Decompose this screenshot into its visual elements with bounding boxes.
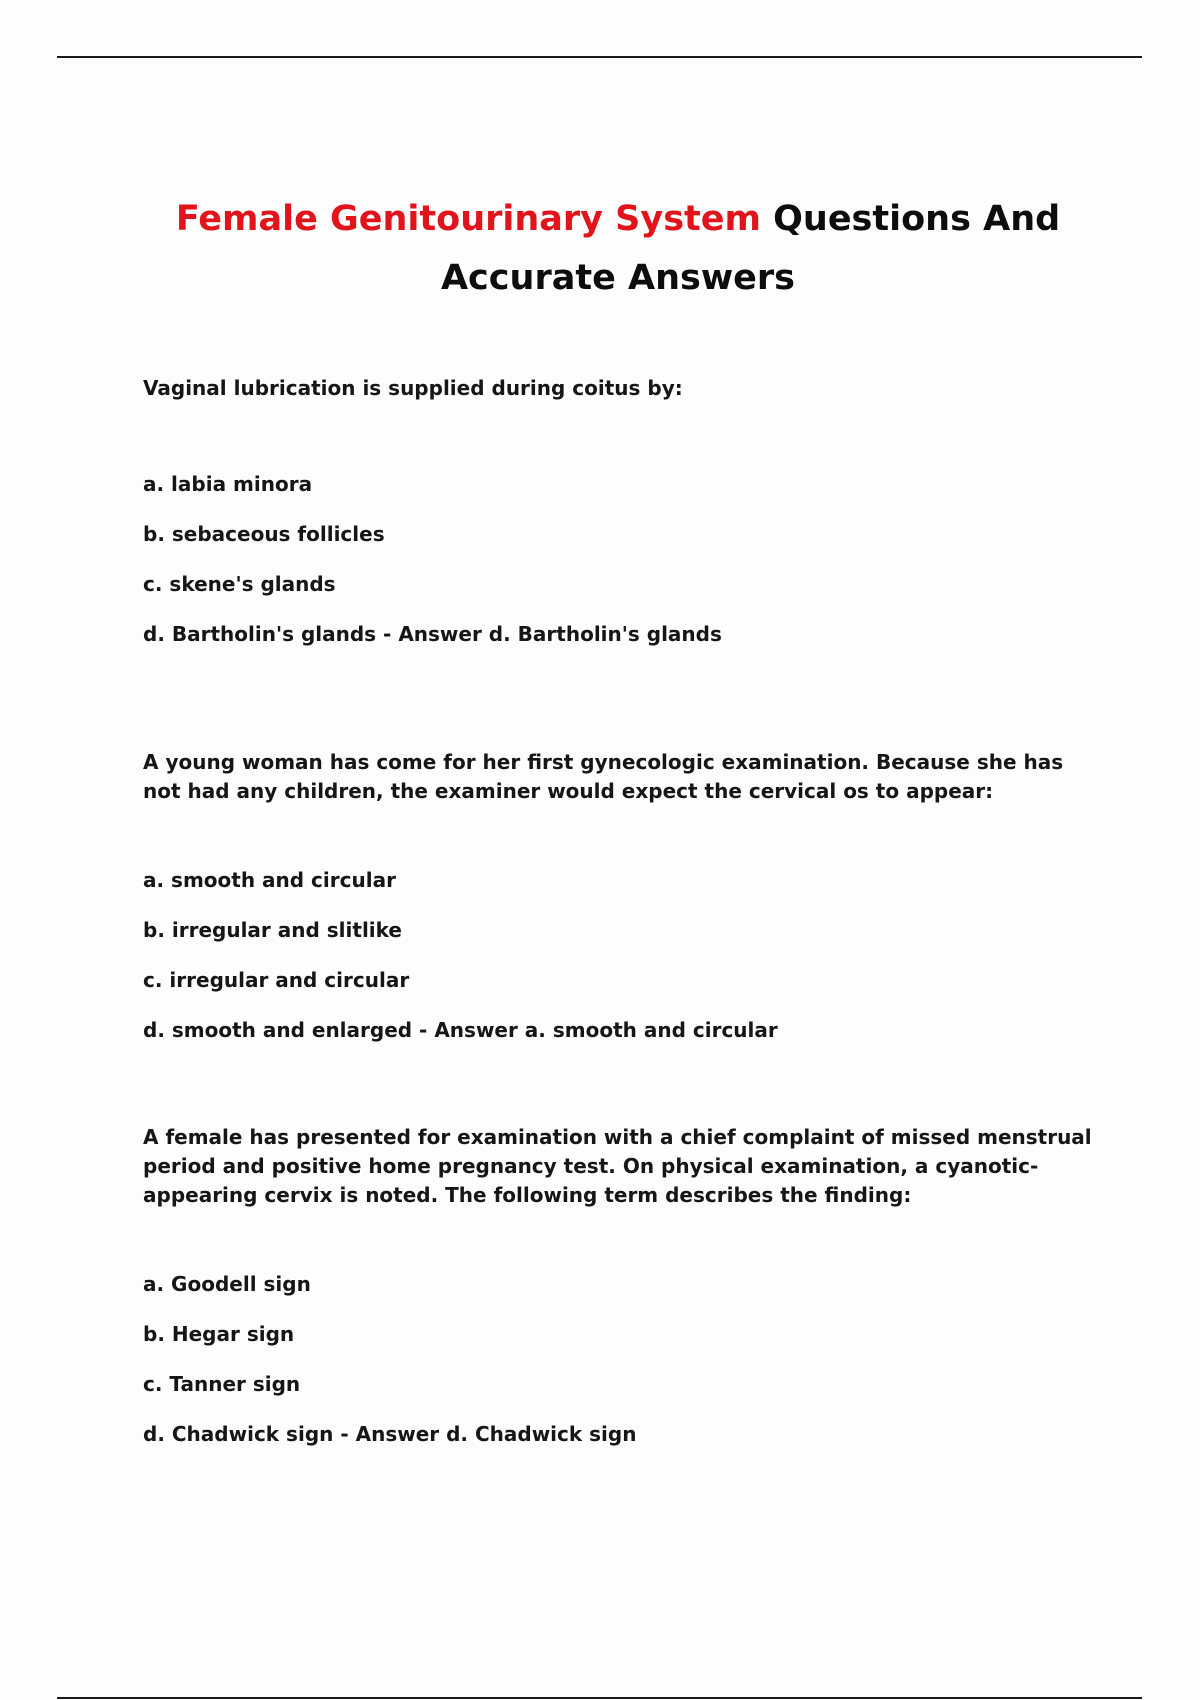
option-item: c. skene's glands <box>143 572 336 596</box>
top-rule <box>57 56 1142 58</box>
bottom-rule <box>57 1697 1142 1699</box>
question-text: A young woman has come for her first gynecologic examination. Because she has not had any children, the examiner would expect the cervical os to appear: <box>143 750 1064 803</box>
question-text: A female has presented for examination with a chief complaint of missed menstrual period and positive home pregnancy test. On physical examination, a cyanotic-appearing cervix is noted. The following term describes the finding: <box>143 1125 1092 1207</box>
question-text: Vaginal lubrication is supplied during coitus by: <box>143 376 683 400</box>
title-rest: Questions And Accurate Answers <box>440 199 1061 298</box>
option-item: c. Tanner sign <box>143 1372 301 1396</box>
document-body <box>143 374 1093 1449</box>
option-item: a. smooth and circular <box>143 868 396 892</box>
option-item: d. smooth and enlarged - Answer a. smooth and circular <box>143 1018 778 1042</box>
option-item: b. irregular and slitlike <box>143 918 402 942</box>
option-list <box>143 470 1093 649</box>
question-block <box>143 1123 1093 1449</box>
question-block <box>143 748 1093 1123</box>
option-item: a. labia minora <box>143 472 313 496</box>
option-item: d. Bartholin's glands - Answer d. Bartholin's glands <box>143 622 722 646</box>
option-list <box>143 1270 1093 1449</box>
option-item: c. irregular and circular <box>143 968 410 992</box>
option-item: d. Chadwick sign - Answer d. Chadwick sign <box>143 1422 637 1446</box>
option-list <box>143 866 1093 1045</box>
question-block <box>143 374 1093 748</box>
option-item: a. Goodell sign <box>143 1272 311 1296</box>
option-item: b. sebaceous follicles <box>143 522 385 546</box>
title-accent: Female Genitourinary System <box>175 199 761 239</box>
document-title <box>100 190 1136 308</box>
option-item: b. Hegar sign <box>143 1322 295 1346</box>
